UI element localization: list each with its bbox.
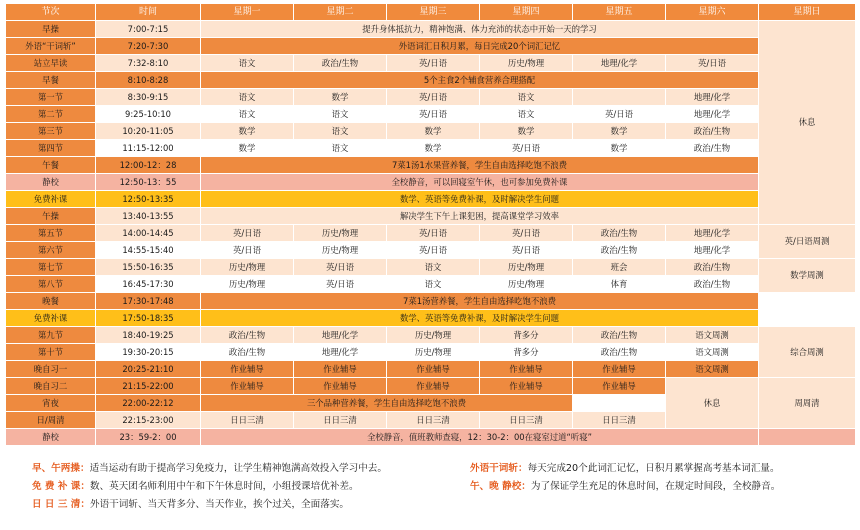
note-free-tutoring <box>32 478 359 492</box>
class-cell: 日日三清 <box>201 412 294 429</box>
note-value: 外语干词斩、当天背多分、当天作业，挨个过关，全面落实。 <box>90 499 350 510</box>
row-time: 14:55-15:40 <box>96 242 201 259</box>
note-key: 早、午两操： <box>32 463 90 474</box>
sunday-blank <box>759 293 856 327</box>
class-cell: 历史/物理 <box>201 259 294 276</box>
saturday-rest: 休息 <box>666 378 759 429</box>
class-cell: 英/日语 <box>573 106 666 123</box>
row-label: 免费补课 <box>6 191 96 208</box>
class-cell: 政治/生物 <box>294 55 387 72</box>
row-span-note: 数学、英语等免费补课，及时解决学生问题 <box>201 191 759 208</box>
class-cell: 语文 <box>387 276 480 293</box>
row-label: 早操 <box>6 21 96 38</box>
class-cell: 英/日语 <box>294 259 387 276</box>
sunday-quiet <box>759 429 856 446</box>
row-span-note: 外语词汇日积月累，每日完成20个词汇记忆 <box>201 38 759 55</box>
class-cell: 作业辅导 <box>294 378 387 395</box>
row-label: 午餐 <box>6 157 96 174</box>
table-row <box>6 191 856 208</box>
class-cell: 地理/化学 <box>666 89 759 106</box>
schedule-container <box>5 3 855 446</box>
row-label: 站立早读 <box>6 55 96 72</box>
row-time: 7:32-8:10 <box>96 55 201 72</box>
row-time: 8:30-9:15 <box>96 89 201 106</box>
class-cell: 历史/物理 <box>480 259 573 276</box>
table-row <box>6 174 856 191</box>
row-span-note: 提升身体抵抗力，精神饱满、体力充沛的状态中开始一天的学习 <box>201 21 759 38</box>
class-cell: 英/日语 <box>480 225 573 242</box>
class-cell: 作业辅导 <box>387 378 480 395</box>
class-cell: 政治/生物 <box>573 225 666 242</box>
class-cell: 数学 <box>294 89 387 106</box>
row-label: 第二节 <box>6 106 96 123</box>
class-cell: 英/日语 <box>387 225 480 242</box>
row-span-note: 三个品种营养餐，学生自由选择吃饱不浪费 <box>201 395 573 412</box>
class-cell: 作业辅导 <box>480 361 573 378</box>
class-cell: 作业辅导 <box>201 361 294 378</box>
row-span-note: 全校静音，值班教师查寝，12：30-2：00在寝室过道“听寝” <box>201 429 759 446</box>
row-label: 第六节 <box>6 242 96 259</box>
header-cell: 星期二 <box>294 4 387 21</box>
class-cell: 地理/化学 <box>294 344 387 361</box>
class-cell: 数学 <box>201 140 294 157</box>
row-label: 日/周清 <box>6 412 96 429</box>
note-value: 每天完成20个此词汇记忆，日积月累掌握高考基本词汇量。 <box>527 463 780 474</box>
row-time: 18:40-19:25 <box>96 327 201 344</box>
class-cell: 日日三清 <box>294 412 387 429</box>
row-span-note: 7菜1汤1水果营养餐，学生自由选择吃饱不浪费 <box>201 157 759 174</box>
class-cell: 地理/化学 <box>666 106 759 123</box>
row-label: 宵夜 <box>6 395 96 412</box>
class-cell: 作业辅导 <box>387 361 480 378</box>
class-cell: 政治/生物 <box>666 259 759 276</box>
note-key: 外语干词斩： <box>470 463 528 474</box>
row-span-note: 5个主食2个辅食营养合理搭配 <box>201 72 759 89</box>
row-label: 第八节 <box>6 276 96 293</box>
table-row <box>6 293 856 310</box>
header-cell: 星期一 <box>201 4 294 21</box>
class-cell: 数学 <box>387 140 480 157</box>
class-cell: 历史/物理 <box>387 327 480 344</box>
table-row <box>6 140 856 157</box>
table-row <box>6 378 856 395</box>
row-time: 13:40-13:55 <box>96 208 201 225</box>
class-cell: 英/日语 <box>480 140 573 157</box>
class-cell: 地理/化学 <box>294 327 387 344</box>
sunday-english-test: 英/日语周测 <box>759 225 856 259</box>
class-cell: 历史/物理 <box>294 242 387 259</box>
row-span-note: 全校静音，可以回寝室午休，也可参加免费补课 <box>201 174 759 191</box>
row-label: 第九节 <box>6 327 96 344</box>
class-cell: 英/日语 <box>201 242 294 259</box>
class-cell: 作业辅导 <box>480 378 573 395</box>
header-cell: 星期五 <box>573 4 666 21</box>
class-cell: 作业辅导 <box>294 361 387 378</box>
header-cell: 星期三 <box>387 4 480 21</box>
class-cell: 语文 <box>480 106 573 123</box>
class-cell: 历史/物理 <box>480 55 573 72</box>
note-value: 适当运动有助于提高学习免疫力，让学生精神饱满高效投入学习中去。 <box>89 463 387 474</box>
note-value: 为了保证学生充足的休息时间，在规定时间段，全校静音。 <box>530 481 781 492</box>
class-cell: 政治/生物 <box>201 327 294 344</box>
sunday-weekly-clear: 周周清 <box>759 378 856 429</box>
note-key: 午、晚 静校： <box>470 481 531 492</box>
note-value: 数、英天团名师利用中午和下午休息时间，小组授课培优补差。 <box>90 481 359 492</box>
class-cell: 地理/化学 <box>666 242 759 259</box>
class-cell: 英/日语 <box>387 89 480 106</box>
row-time: 12:50-13：55 <box>96 174 201 191</box>
table-row <box>6 208 856 225</box>
row-time: 16:45-17:30 <box>96 276 201 293</box>
class-cell: 历史/物理 <box>387 344 480 361</box>
row-time: 20:25-21:10 <box>96 361 201 378</box>
sunday-comprehensive-test: 综合周测 <box>759 327 856 378</box>
table-row <box>6 242 856 259</box>
class-cell: 数学 <box>480 123 573 140</box>
class-cell: 语文 <box>294 140 387 157</box>
class-cell: 英/日语 <box>201 225 294 242</box>
note-vocab <box>470 460 780 474</box>
class-cell: 数学 <box>201 123 294 140</box>
class-cell: 语文 <box>480 89 573 106</box>
table-row <box>6 259 856 276</box>
header-cell: 节次 <box>6 4 96 21</box>
sunday-math-test: 数学周测 <box>759 259 856 293</box>
class-cell: 地理/化学 <box>573 55 666 72</box>
row-time: 9:25-10:10 <box>96 106 201 123</box>
note-key: 日 日 三 清： <box>32 499 90 510</box>
class-cell: 语文 <box>294 106 387 123</box>
row-time: 15:50-16:35 <box>96 259 201 276</box>
class-cell: 体育 <box>573 276 666 293</box>
row-time: 12:00-12：28 <box>96 157 201 174</box>
class-cell: 日日三清 <box>480 412 573 429</box>
class-cell: 政治/生物 <box>573 344 666 361</box>
row-label: 静校 <box>6 429 96 446</box>
table-row <box>6 157 856 174</box>
row-label: 免费补课 <box>6 310 96 327</box>
row-time: 17:30-17:48 <box>96 293 201 310</box>
class-cell: 作业辅导 <box>573 361 666 378</box>
row-time: 17:50-18:35 <box>96 310 201 327</box>
class-cell: 数学 <box>573 123 666 140</box>
row-label: 晚自习二 <box>6 378 96 395</box>
row-span-note: 7菜1汤营养餐，学生自由选择吃饱不浪费 <box>201 293 759 310</box>
class-cell: 语文 <box>201 89 294 106</box>
class-cell: 政治/生物 <box>201 344 294 361</box>
row-label: 晚自习一 <box>6 361 96 378</box>
row-time: 12:50-13:35 <box>96 191 201 208</box>
class-cell: 语文 <box>294 123 387 140</box>
row-time: 23：59-2：00 <box>96 429 201 446</box>
table-row <box>6 429 856 446</box>
class-cell: 政治/生物 <box>666 140 759 157</box>
note-quiet <box>470 478 780 492</box>
table-row <box>6 89 856 106</box>
class-cell: 语文周测 <box>666 344 759 361</box>
sunday-rest: 休息 <box>759 21 856 225</box>
class-cell: 班会 <box>573 259 666 276</box>
class-cell <box>573 89 666 106</box>
note-daily-clear <box>32 496 349 510</box>
table-row <box>6 225 856 242</box>
header-cell: 星期六 <box>666 4 759 21</box>
row-label: 第一节 <box>6 89 96 106</box>
class-cell: 作业辅导 <box>573 378 666 395</box>
table-row <box>6 123 856 140</box>
class-cell: 数学 <box>573 140 666 157</box>
class-cell: 政治/生物 <box>573 242 666 259</box>
row-label: 第三节 <box>6 123 96 140</box>
table-row <box>6 276 856 293</box>
table-row <box>6 106 856 123</box>
table-row <box>6 361 856 378</box>
row-label: 第五节 <box>6 225 96 242</box>
class-cell: 历史/物理 <box>294 225 387 242</box>
class-cell: 历史/物理 <box>201 276 294 293</box>
class-cell: 政治/生物 <box>666 276 759 293</box>
row-time: 19:30-20:15 <box>96 344 201 361</box>
row-label: 静校 <box>6 174 96 191</box>
table-row <box>6 327 856 344</box>
class-cell: 数学 <box>387 123 480 140</box>
class-cell: 政治/生物 <box>666 123 759 140</box>
class-cell: 英/日语 <box>480 242 573 259</box>
class-cell: 英/日语 <box>387 242 480 259</box>
row-time: 7:20-7:30 <box>96 38 201 55</box>
header-cell: 星期日 <box>759 4 856 21</box>
class-cell: 地理/化学 <box>666 225 759 242</box>
row-time: 14:00-14:45 <box>96 225 201 242</box>
class-cell: 背多分 <box>480 344 573 361</box>
header-cell: 时间 <box>96 4 201 21</box>
schedule-table <box>5 3 856 446</box>
table-row <box>6 38 856 55</box>
class-cell: 日日三清 <box>573 412 666 429</box>
row-time: 11:15-12:00 <box>96 140 201 157</box>
class-cell: 背多分 <box>480 327 573 344</box>
row-label: 第四节 <box>6 140 96 157</box>
table-row <box>6 310 856 327</box>
row-time: 21:15-22:00 <box>96 378 201 395</box>
class-cell: 历史/物理 <box>480 276 573 293</box>
row-label: 第七节 <box>6 259 96 276</box>
row-time: 8:10-8:28 <box>96 72 201 89</box>
table-row <box>6 72 856 89</box>
row-time: 22:00-22:12 <box>96 395 201 412</box>
table-row <box>6 344 856 361</box>
class-cell: 语文 <box>201 55 294 72</box>
note-exercise <box>32 460 387 474</box>
class-cell: 作业辅导 <box>201 378 294 395</box>
class-cell: 语文 <box>387 259 480 276</box>
class-cell: 语文周测 <box>666 327 759 344</box>
class-cell: 语文 <box>201 106 294 123</box>
table-row <box>6 55 856 72</box>
table-row <box>6 21 856 38</box>
row-time: 7:00-7:15 <box>96 21 201 38</box>
class-cell: 英/日语 <box>666 55 759 72</box>
row-label: 早餐 <box>6 72 96 89</box>
row-label: 午操 <box>6 208 96 225</box>
class-cell: 语文周测 <box>666 361 759 378</box>
header-cell: 星期四 <box>480 4 573 21</box>
header-row <box>6 4 856 21</box>
row-time: 22:15-23:00 <box>96 412 201 429</box>
row-span-note: 数学、英语等免费补课，及时解决学生问题 <box>201 310 759 327</box>
class-cell: 日日三清 <box>387 412 480 429</box>
class-cell: 英/日语 <box>294 276 387 293</box>
row-span-note: 解决学生下午上课犯困，提高课堂学习效率 <box>201 208 759 225</box>
class-cell: 英/日语 <box>387 106 480 123</box>
row-label: 晚餐 <box>6 293 96 310</box>
row-label: 外语“干词斩” <box>6 38 96 55</box>
row-time: 10:20-11:05 <box>96 123 201 140</box>
row-label: 第十节 <box>6 344 96 361</box>
class-cell: 政治/生物 <box>573 327 666 344</box>
class-cell: 英/日语 <box>387 55 480 72</box>
note-key: 免 费 补 课： <box>32 481 90 492</box>
